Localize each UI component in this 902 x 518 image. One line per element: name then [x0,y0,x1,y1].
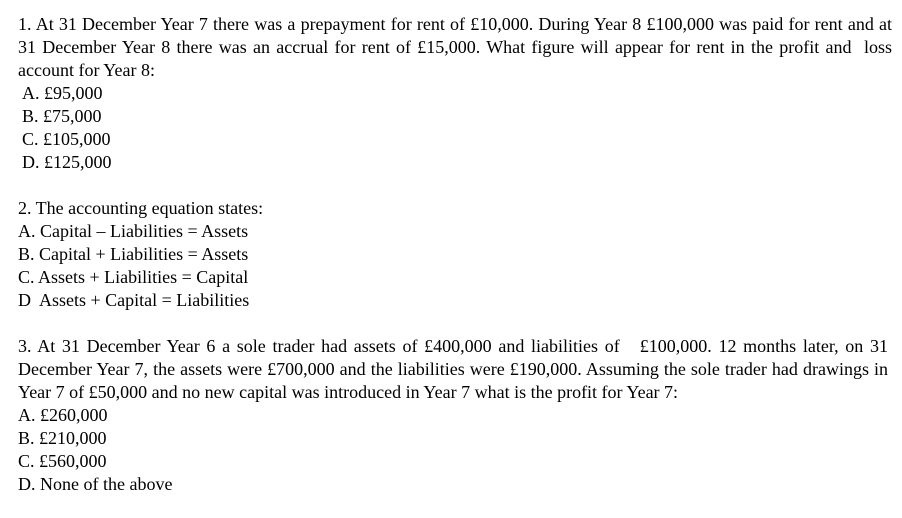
question-2-option-a: A. Capital – Liabilities = Assets [18,221,249,241]
question-2-option-c: C. Assets + Liabilities = Capital [18,267,249,287]
question-2-stem: 2. The accounting equation states: [18,198,264,218]
question-1-option-c: C. £105,000 [22,129,111,149]
question-2-option-d: D Assets + Capital = Liabilities [18,290,250,310]
question-3-stem: 3. At 31 December Year 6 a sole trader had assets of £400,000 and liabilities of £100,000. 12 months later, on 31 December Year 7, the assets were £700,000 and the liabilities were £190,000. Assuming the sole trader had drawings in Year 7 of £50,000 and no new capital was introduced in Year 7 what is the profit for Year 7: [18,336,893,402]
question-1 [18,13,897,174]
question-2-options [18,220,892,312]
question-2 [18,197,892,312]
question-3-option-c: C. £560,000 [18,451,107,471]
question-1-option-d: D. £125,000 [22,152,112,172]
question-3 [18,335,892,496]
question-2-option-b: B. Capital + Liabilities = Assets [18,244,249,264]
question-3-option-a: A. £260,000 [18,405,108,425]
question-1-options [18,82,892,174]
question-3-option-d: D. None of the above [18,474,173,494]
question-3-option-b: B. £210,000 [18,428,107,448]
question-3-options [18,404,892,496]
question-1-stem: 1. At 31 December Year 7 there was a prepayment for rent of £10,000. During Year 8 £100,000 was paid for rent and at 31 December Year 8 there was an accrual for rent of £15,000. What figure will appear for rent in the profit and loss account for Year 8: [18,14,897,80]
question-1-option-a: A. £95,000 [22,83,103,103]
question-1-option-b: B. £75,000 [22,106,102,126]
